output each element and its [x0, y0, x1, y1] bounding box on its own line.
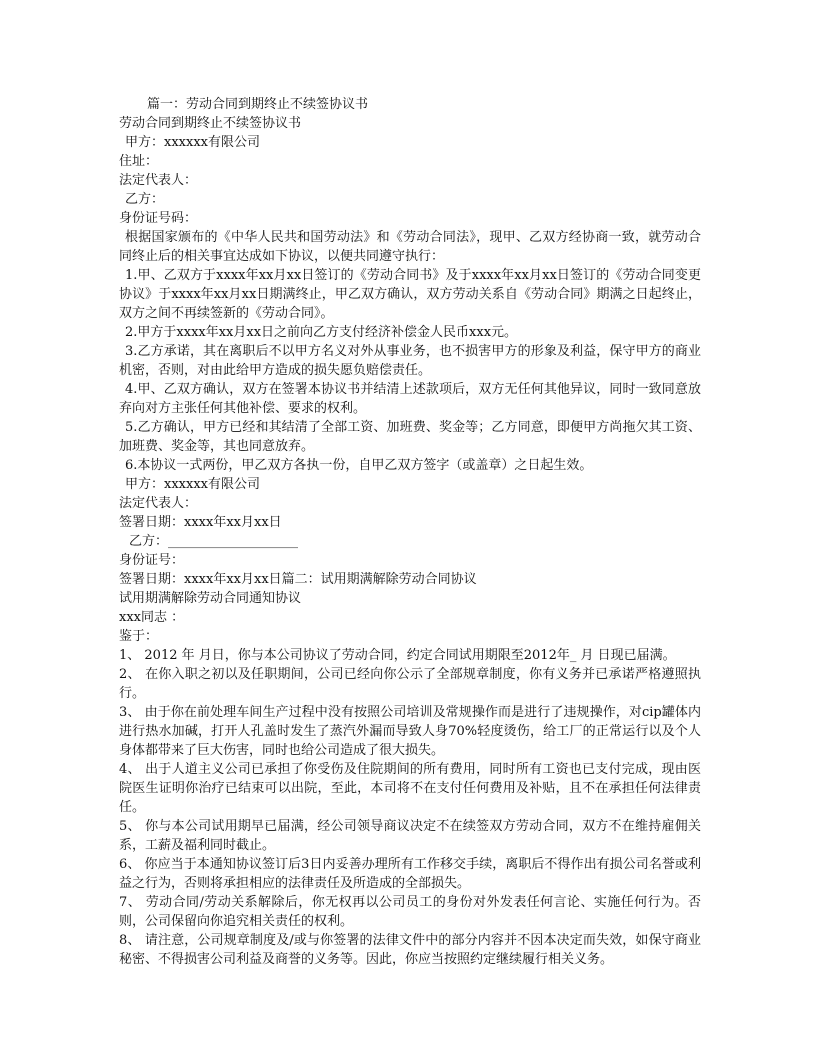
party-b: 乙方：: [125, 192, 165, 207]
sign-date-a: 签署日期：xxxx年xx月xx日: [119, 515, 282, 530]
notice-item: 2、 在你入职之初以及任职期间，公司已经向你公示了全部规章制度，你有义务并已承诺严格遵照执行。: [119, 667, 701, 701]
sign-date-b: 签署日期：xxxx年xx月xx日篇二：试用期满解除劳动合同协议: [119, 572, 477, 587]
notice-item: 5、 你与本公司试用期早已届满，经公司领导商议决定不在续签双方劳动合同，双方不在维持雇佣关系，工薪及福利同时截止。: [119, 819, 701, 853]
whereas-label: 鉴于：: [119, 629, 159, 644]
notice-item: 7、 劳动合同/劳动关系解除后，你无权再以公司员工的身份对外发表任何言论、实施任何行为。否则，公司保留向你追究相关责任的权利。: [119, 895, 701, 929]
notice-item: 8、 请注意，公司规章制度及/或与你签署的法律文件中的部分内容并不因本决定而失效，如保守商业秘密、不得损害公司利益及商誉的义务等。因此，你应当按照约定继续履行相关义务。: [119, 933, 701, 967]
clause: 2.甲方于xxxx年xx月xx日之前向乙方支付经济补偿金人民币xxx元。: [125, 325, 518, 340]
sign-legal-rep: 法定代表人：: [119, 496, 198, 511]
party-a: 甲方：xxxxxx有限公司: [125, 135, 260, 150]
sign-party-a: 甲方：xxxxxx有限公司: [125, 477, 260, 492]
document-page: [119, 95, 701, 969]
legal-rep-label: 法定代表人：: [119, 173, 198, 188]
clause: 5.乙方确认，甲方已经和其结清了全部工资、加班费、奖金等；乙方同意，即便甲方尚拖欠其工资、加班费、奖金等，其也同意放弃。: [119, 420, 701, 454]
notice-item: 1、 2012 年 月日，你与本公司协议了劳动合同，约定合同试用期限至2012年_ 月 日现已届满。: [119, 648, 676, 663]
address-label: 住址：: [119, 154, 159, 169]
id-number-label: 身份证号码：: [119, 211, 198, 226]
intro-paragraph: 根据国家颁布的《中华人民共和国劳动法》和《劳动合同法》，现甲、乙双方经协商一致，就劳动合同终止后的相关事宜达成如下协议，以便共同遵守执行：: [119, 230, 701, 264]
notice-item: 3、 由于你在前处理车间生产过程中没有按照公司培训及常规操作而是进行了违规操作，对cip罐体内进行热水加碱，打开人孔盖时发生了蒸汽外漏而导致人身70%轻度烫伤，给工厂的正常运行以及个人身体都带来了巨大伤害，同时也给公司造成了很大损失。: [119, 705, 701, 758]
clause: 6.本协议一式两份，甲乙双方各执一份，自甲乙双方签字（或盖章）之日起生效。: [125, 458, 593, 473]
document-title-2: 试用期满解除劳动合同通知协议: [119, 591, 302, 606]
salutation: xxx同志 ：: [119, 610, 185, 625]
clause: 4.甲、乙双方确认，双方在签署本协议书并结清上述款项后，双方无任何其他异议，同时一致同意放弃向对方主张任何其他补偿、要求的权利。: [119, 382, 701, 416]
notice-item: 6、 你应当于本通知协议签订后3日内妥善办理所有工作移交手续，离职后不得作出有损公司名誉或利益之行为，否则将承担相应的法律责任及所造成的全部损失。: [119, 857, 701, 891]
sign-party-b: 乙方：____________________: [129, 534, 299, 549]
notice-item: 4、 出于人道主义公司已承担了你受伤及住院期间的所有费用，同时所有工资也已支付完成，现由医院医生证明你治疗已结束可以出院，至此，本司将不在支付任何费用及补贴，且不在承担任何法律责任。: [119, 762, 701, 815]
clause: 3.乙方承诺，其在离职后不以甲方名义对外从事业务，也不损害甲方的形象及利益，保守甲方的商业机密，否则，对由此给甲方造成的损失愿负赔偿责任。: [119, 344, 701, 378]
clause: 1.甲、乙双方于xxxx年xx月xx日签订的《劳动合同书》及于xxxx年xx月xx日签订的《劳动合同变更协议》于xxxx年xx月xx日期满终止，甲乙双方确认，双方劳动关系自《劳动合同》期满之日起终止，双方之间不再续签新的《劳动合同》。: [119, 268, 701, 321]
sign-id-number: 身份证号：: [119, 553, 185, 568]
document-title: 劳动合同到期终止不续签协议书: [119, 116, 302, 131]
section-heading: 篇一：劳动合同到期终止不续签协议书: [147, 97, 369, 112]
